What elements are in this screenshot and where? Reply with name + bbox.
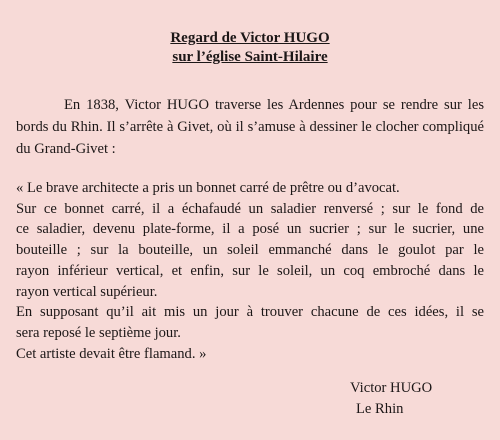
quote-line: Sur ce bonnet carré, il a échafaudé un saladier renversé ; sur le fond de (16, 200, 484, 217)
quote-line: rayon inférieur vertical, et enfin, sur le soleil, un coq embroché dans le (16, 262, 484, 279)
signature-work: Le Rhin (356, 401, 404, 417)
quote-line: sera reposé le septième jour. (16, 324, 181, 341)
title-line-1: Regard de Victor HUGO (170, 30, 330, 46)
quote-line: « Le brave architecte a pris un bonnet carré de prêtre ou d’avocat. (16, 180, 400, 196)
quote-line: bouteille ; sur la bouteille, un soleil emmanché dans le goulot par le (16, 242, 484, 259)
quote-line: Cet artiste devait être flamand. » (16, 345, 207, 362)
quote-line: En supposant qu’il ait mis un jour à trouver chacune de ces idées, il se (16, 304, 484, 321)
title-line-2: sur l’église Saint-Hilaire (172, 49, 328, 65)
intro-text: En 1838, Victor HUGO traverse les Ardennes pour se rendre sur les bords du Rhin. Il s’arrête à Givet, où il s’amuse à dessiner le clocher compliqué du Grand-Givet : (16, 97, 484, 157)
quote-block (16, 178, 484, 364)
signature-author: Victor HUGO (350, 380, 433, 396)
intro-paragraph (16, 94, 484, 160)
quote-line: rayon vertical supérieur. (16, 283, 158, 300)
quote-line: ce saladier, devenu plate-forme, il a posé un sucrier ; sur le sucrier, une (16, 221, 484, 238)
